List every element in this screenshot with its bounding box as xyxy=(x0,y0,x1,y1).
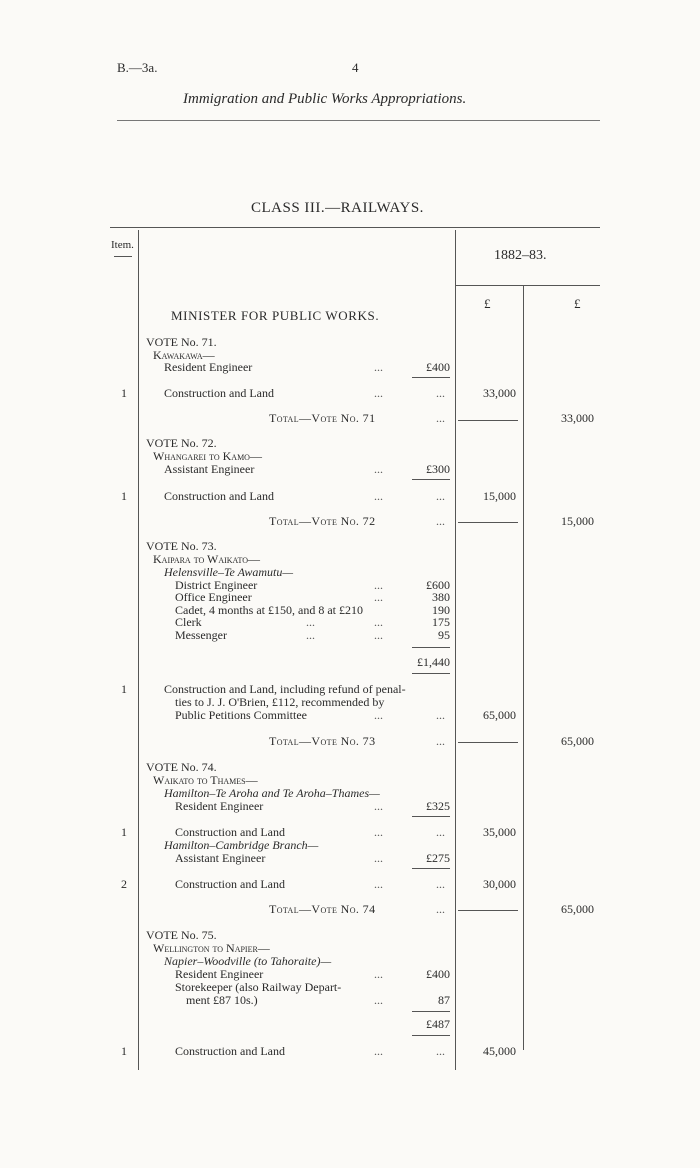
vote-total-label: Total—Vote No. 74 xyxy=(269,902,376,916)
subtotal-rule xyxy=(412,479,450,480)
leader-dots: ... xyxy=(374,708,383,722)
subtotal-rule xyxy=(412,868,450,869)
construction-amount: 65,000 xyxy=(483,708,516,722)
page-number: 4 xyxy=(352,60,359,75)
vote-total-label: Total—Vote No. 71 xyxy=(269,411,376,425)
leader-dots: ... xyxy=(374,851,383,865)
staff-amount: £300 xyxy=(426,462,450,476)
staff-label: Storekeeper (also Railway Depart- xyxy=(175,980,342,994)
leader-dots: ... xyxy=(374,590,383,604)
staff-amount: £325 xyxy=(426,799,450,813)
staff-label: Resident Engineer xyxy=(175,967,264,981)
staff-label: ment £87 10s.) xyxy=(186,993,258,1007)
staff-total: £1,440 xyxy=(417,655,450,669)
construction-label: Construction and Land xyxy=(164,386,274,400)
construction-amount: 35,000 xyxy=(483,825,516,839)
item-number: 1 xyxy=(121,825,127,839)
vote-title: VOTE No. 72. xyxy=(146,436,217,450)
staff-label: Clerk xyxy=(175,615,202,629)
vote-total: 65,000 xyxy=(561,902,594,916)
leader-dots: ... xyxy=(374,877,383,891)
staff-amount: £275 xyxy=(426,851,450,865)
staff-label: Assistant Engineer xyxy=(164,462,255,476)
staff-label: Messenger xyxy=(175,628,227,642)
leader-dots: ... xyxy=(436,825,445,839)
vote-line: Kawakawa— xyxy=(153,348,215,362)
item-number: 1 xyxy=(121,1044,127,1058)
leader-dots: ... xyxy=(374,360,383,374)
construction-label: Construction and Land, including refund of penal- xyxy=(164,682,406,696)
vote-subsection: Napier–Woodville (to Tahoraite)— xyxy=(164,954,332,968)
staff-label: Resident Engineer xyxy=(175,799,264,813)
leader-dots: ... xyxy=(436,708,445,722)
construction-label: ties to J. J. O'Brien, £112, recommended by xyxy=(175,695,385,709)
staff-amount: 190 xyxy=(432,603,450,617)
vote-total: 33,000 xyxy=(561,411,594,425)
page-subtitle: Immigration and Public Works Appropriations. xyxy=(183,91,467,107)
header-rule xyxy=(117,120,600,121)
item-header-rule xyxy=(114,256,132,257)
leader-dots: ... xyxy=(436,411,445,425)
total-rule xyxy=(458,742,518,743)
currency-symbol-1: £ xyxy=(484,296,491,311)
staff-amount: £400 xyxy=(426,360,450,374)
leader-dots: ... xyxy=(374,628,383,642)
currency-symbol-2: £ xyxy=(574,296,581,311)
item-number: 1 xyxy=(121,386,127,400)
vote-total: 65,000 xyxy=(561,734,594,748)
leader-dots: ... xyxy=(374,825,383,839)
leader-dots: ... xyxy=(436,514,445,528)
subtotal-rule xyxy=(412,1035,450,1036)
construction-label: Public Petitions Committee xyxy=(175,708,307,722)
item-number: 1 xyxy=(121,682,127,696)
construction-amount: 15,000 xyxy=(483,489,516,503)
leader-dots: ... xyxy=(436,902,445,916)
leader-dots: ... xyxy=(306,628,315,642)
leader-dots: ... xyxy=(436,734,445,748)
total-rule xyxy=(458,910,518,911)
leader-dots: ... xyxy=(306,615,315,629)
vote-total-label: Total—Vote No. 72 xyxy=(269,514,376,528)
staff-amount: 380 xyxy=(432,590,450,604)
subtotal-rule xyxy=(412,377,450,378)
leader-dots: ... xyxy=(374,615,383,629)
leader-dots: ... xyxy=(436,489,445,503)
vote-title: VOTE No. 75. xyxy=(146,928,217,942)
vote-line: Wellington to Napier— xyxy=(153,941,270,955)
vote-line: Kaipara to Waikato— xyxy=(153,552,260,566)
amount-column-rule xyxy=(455,230,456,1070)
total-rule xyxy=(458,420,518,421)
vote-line: Waikato to Thames— xyxy=(153,773,258,787)
vote-title: VOTE No. 71. xyxy=(146,335,217,349)
staff-amount: 87 xyxy=(438,993,450,1007)
construction-label: Construction and Land xyxy=(164,489,274,503)
leader-dots: ... xyxy=(374,462,383,476)
section-heading: MINISTER FOR PUBLIC WORKS. xyxy=(171,308,380,323)
leader-dots: ... xyxy=(374,1044,383,1058)
item-column-rule xyxy=(138,230,139,1070)
document-reference: B.—3a. xyxy=(117,60,158,75)
staff-label: District Engineer xyxy=(175,578,258,592)
leader-dots: ... xyxy=(374,386,383,400)
staff-total: £487 xyxy=(426,1017,450,1031)
vote-total-label: Total—Vote No. 73 xyxy=(269,734,376,748)
leader-dots: ... xyxy=(436,386,445,400)
construction-label: Construction and Land xyxy=(175,1044,285,1058)
construction-amount: 30,000 xyxy=(483,877,516,891)
vote-title: VOTE No. 73. xyxy=(146,539,217,553)
leader-dots: ... xyxy=(374,993,383,1007)
item-number: 1 xyxy=(121,489,127,503)
vote-title: VOTE No. 74. xyxy=(146,760,217,774)
leader-dots: ... xyxy=(374,799,383,813)
vote-subsection: Hamilton–Cambridge Branch— xyxy=(164,838,319,852)
subtotal-rule xyxy=(412,816,450,817)
construction-label: Construction and Land xyxy=(175,877,285,891)
staff-label: Cadet, 4 months at £150, and 8 at £210 xyxy=(175,603,363,617)
construction-amount: 45,000 xyxy=(483,1044,516,1058)
item-number: 2 xyxy=(121,877,127,891)
construction-label: Construction and Land xyxy=(175,825,285,839)
class-title: CLASS III.—RAILWAYS. xyxy=(251,200,424,216)
year-header: 1882–83. xyxy=(494,248,547,263)
vote-total: 15,000 xyxy=(561,514,594,528)
year-header-rule xyxy=(456,285,600,286)
leader-dots: ... xyxy=(374,967,383,981)
subtotal-rule xyxy=(412,647,450,648)
construction-amount: 33,000 xyxy=(483,386,516,400)
staff-label: Office Engineer xyxy=(175,590,252,604)
staff-label: Resident Engineer xyxy=(164,360,253,374)
leader-dots: ... xyxy=(374,489,383,503)
staff-amount: £600 xyxy=(426,578,450,592)
subtotal-rule xyxy=(412,673,450,674)
table-top-rule xyxy=(110,227,600,228)
total-column-rule xyxy=(523,285,524,1050)
leader-dots: ... xyxy=(436,1044,445,1058)
vote-subsection: Helensville–Te Awamutu— xyxy=(164,565,293,579)
vote-subsection: Hamilton–Te Aroha and Te Aroha–Thames— xyxy=(164,786,380,800)
total-rule xyxy=(458,522,518,523)
leader-dots: ... xyxy=(436,877,445,891)
subtotal-rule xyxy=(412,1011,450,1012)
item-header: Item. xyxy=(111,239,134,251)
staff-amount: 95 xyxy=(438,628,450,642)
staff-amount: 175 xyxy=(432,615,450,629)
leader-dots: ... xyxy=(374,578,383,592)
staff-amount: £400 xyxy=(426,967,450,981)
staff-label: Assistant Engineer xyxy=(175,851,266,865)
vote-line: Whangarei to Kamo— xyxy=(153,449,262,463)
